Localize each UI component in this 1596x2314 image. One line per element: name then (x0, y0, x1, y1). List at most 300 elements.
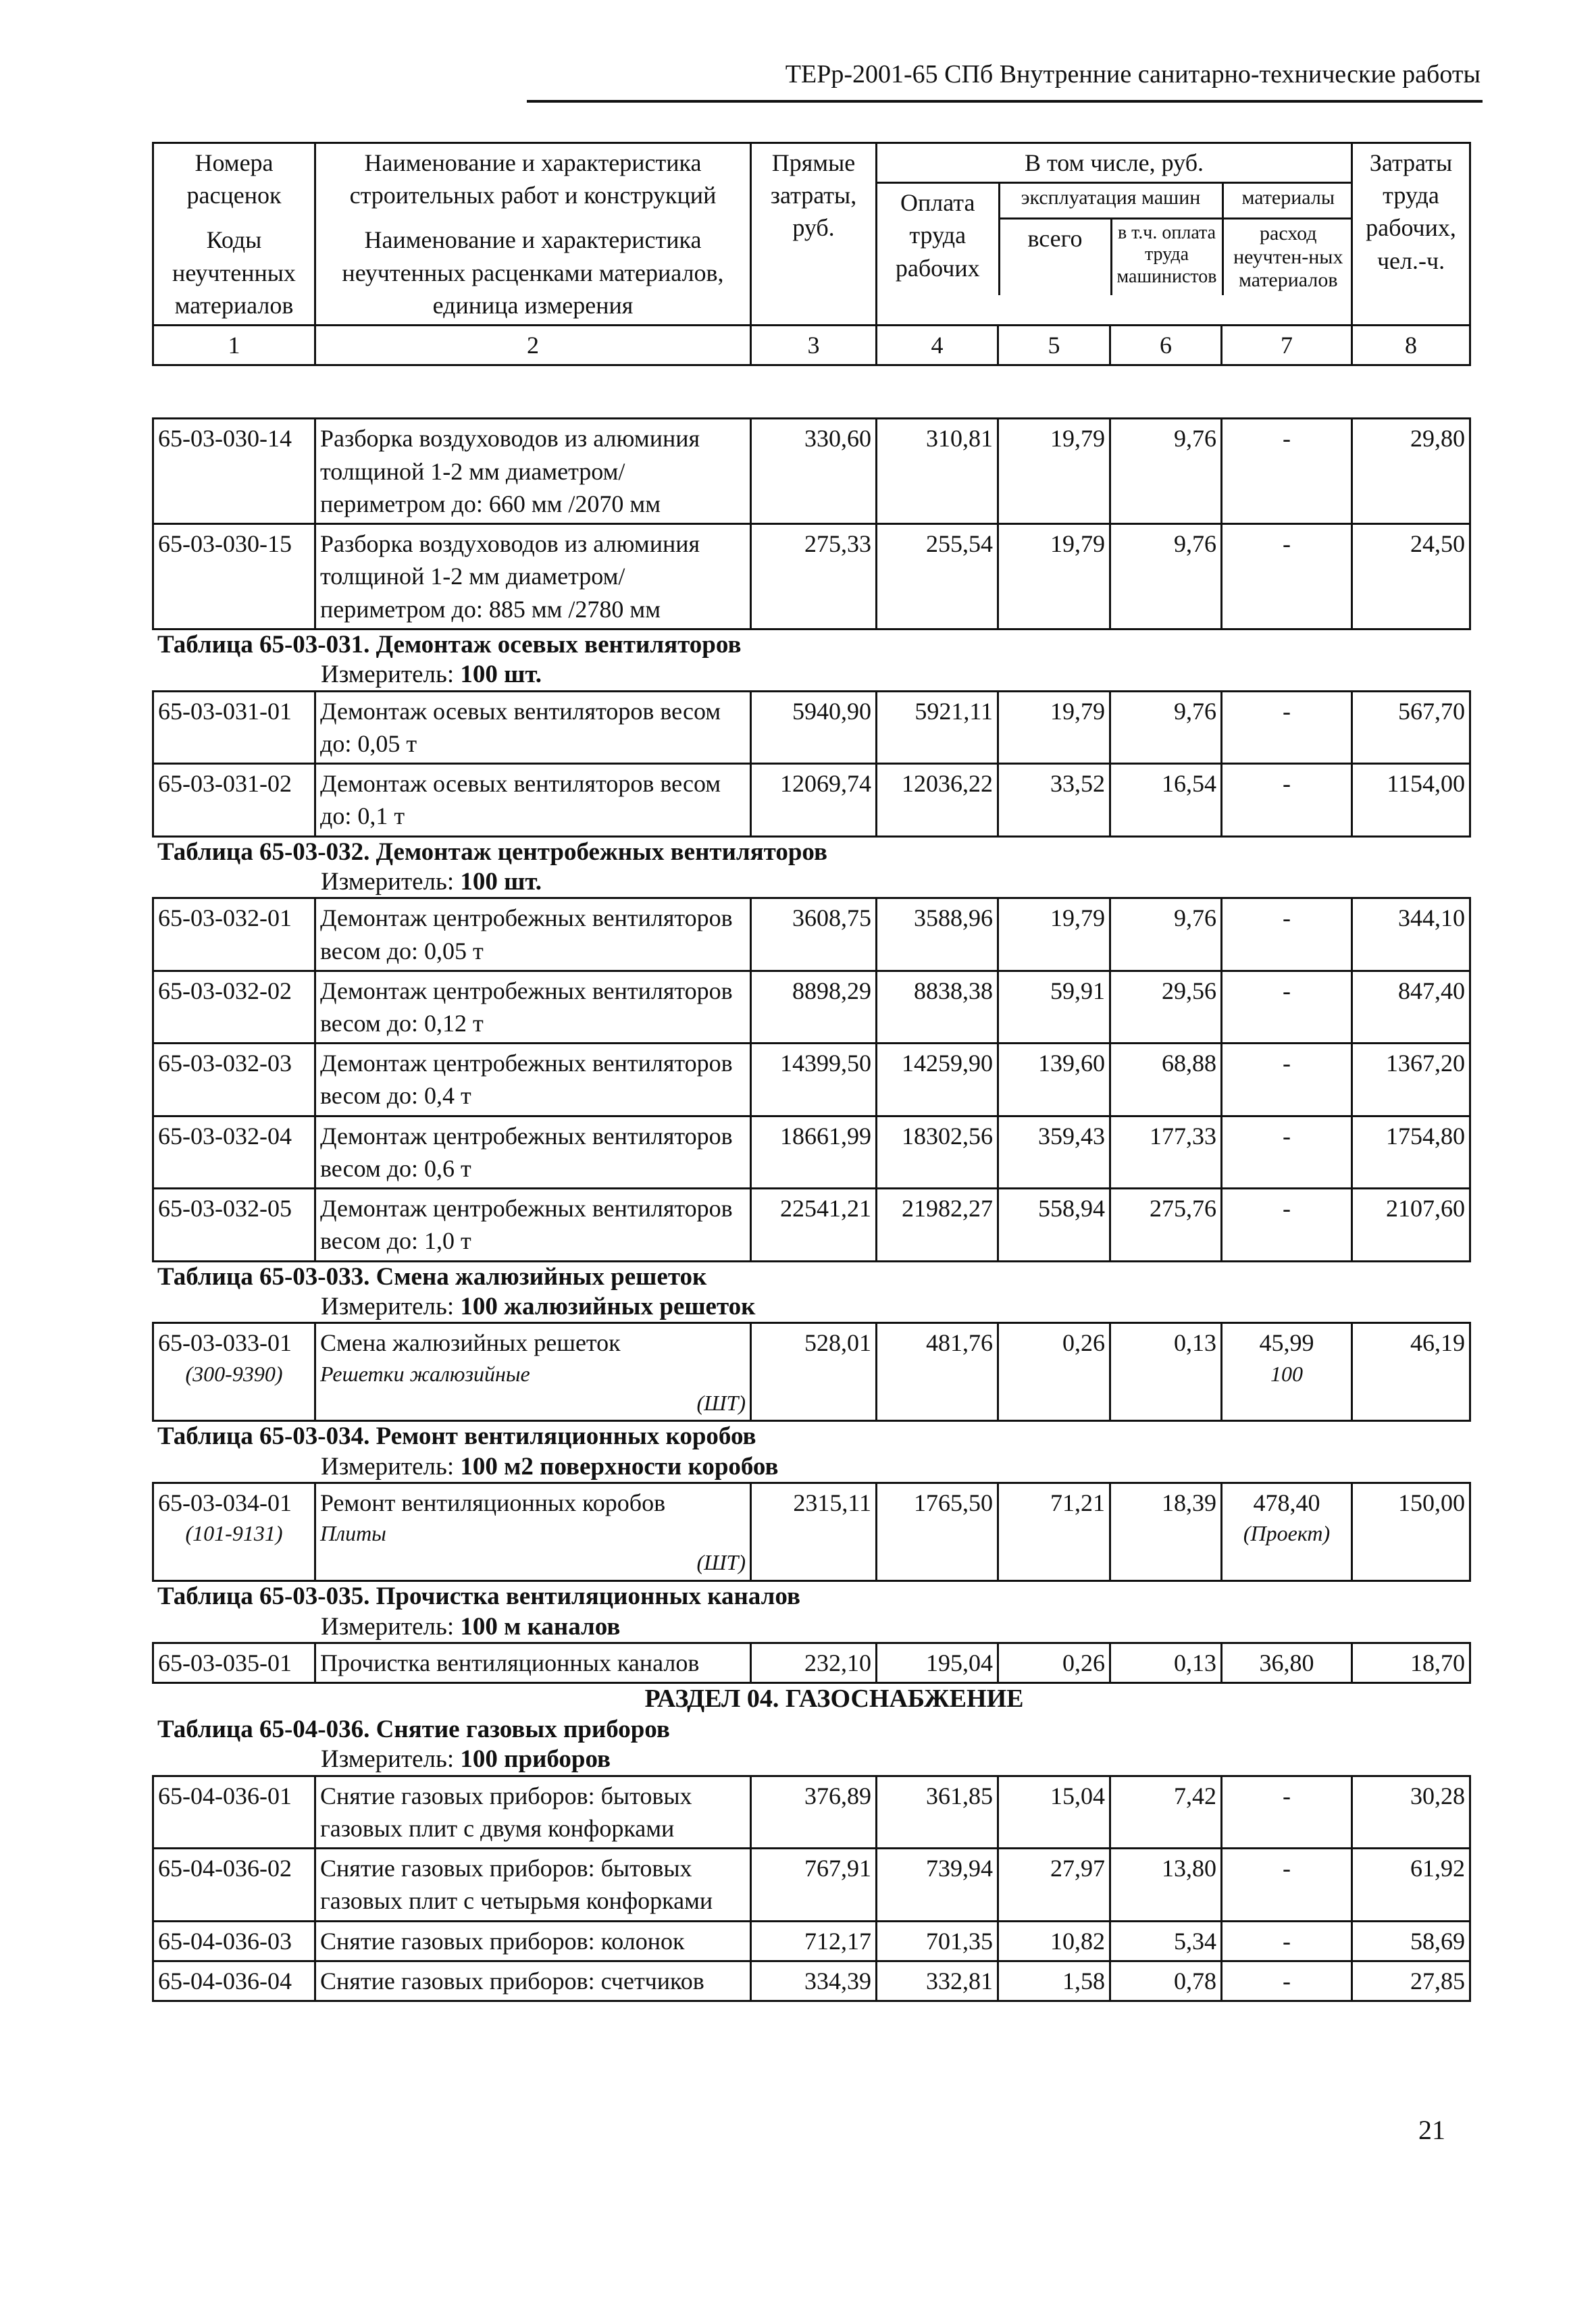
direct-cost: 528,01 (804, 1329, 871, 1357)
work-name: Демонтаж центробежных вентиляторов весом до: 0,05 т (320, 904, 733, 965)
col-header-rate-numbers: Номера расценок (186, 149, 282, 209)
labor-hours-cell (1352, 691, 1470, 763)
rate-code: 65-03-032-03 (158, 1050, 292, 1077)
rate-code: 65-03-031-02 (158, 770, 292, 798)
direct-cost: 767,91 (804, 1855, 871, 1882)
work-name-cell (315, 1776, 751, 1848)
materials-cost: - (1283, 904, 1291, 932)
direct-cost-cell (751, 1323, 877, 1421)
materials-cost-cell (1222, 971, 1352, 1043)
labor-pay-cell (877, 1189, 998, 1261)
table-row (153, 524, 1470, 629)
work-name: Прочистка вентиляционных каналов (320, 1649, 700, 1676)
header-rule (527, 100, 1483, 103)
direct-cost-cell (751, 1643, 877, 1682)
table-unit (152, 1745, 1456, 1774)
rate-code-cell (153, 898, 315, 971)
machines-total-cell (998, 1921, 1110, 1961)
rate-code: 65-03-030-14 (158, 425, 292, 453)
rate-table (152, 417, 1471, 629)
work-name-cell (315, 419, 751, 524)
rate-code-cell (153, 971, 315, 1043)
work-name: Демонтаж центробежных вентиляторов весом до: 0,4 т (320, 1050, 733, 1110)
labor-hours: 567,70 (1398, 697, 1465, 725)
work-name: Разборка воздуховодов из алюминия толщиной 1-2 мм диаметром/периметром до: 660 мм /2070 мм (320, 425, 700, 517)
col-number: 5 (998, 326, 1110, 365)
machinist-pay-cell (1110, 898, 1222, 971)
direct-cost: 376,89 (804, 1782, 871, 1809)
work-name: Демонтаж центробежных вентиляторов весом до: 1,0 т (320, 1195, 733, 1255)
labor-pay: 332,81 (926, 1967, 993, 1995)
labor-pay-cell (877, 1921, 998, 1961)
materials-cost: - (1283, 1855, 1291, 1882)
rate-block (152, 838, 1465, 1262)
labor-pay-cell (877, 1323, 998, 1421)
materials-cost-cell (1222, 419, 1352, 524)
rate-code: 65-03-032-02 (158, 977, 292, 1004)
work-name: Демонтаж центробежных вентиляторов весом до: 0,12 т (320, 977, 733, 1037)
direct-cost: 2315,11 (793, 1489, 871, 1517)
labor-pay: 14259,90 (902, 1050, 993, 1077)
machinist-pay: 9,76 (1174, 425, 1216, 453)
col-number: 8 (1352, 326, 1470, 365)
labor-pay: 5921,11 (915, 697, 993, 725)
work-name-cell (315, 898, 751, 971)
materials-cost: - (1283, 425, 1291, 453)
rate-block (152, 1262, 1465, 1422)
table-row (153, 1116, 1470, 1188)
machines-total: 19,79 (1050, 904, 1105, 932)
labor-pay: 310,81 (926, 425, 993, 453)
rate-code: 65-03-032-01 (158, 904, 292, 932)
table-row (153, 1849, 1470, 1921)
rate-table (152, 690, 1471, 838)
rate-code-cell (153, 1921, 315, 1961)
labor-hours: 58,69 (1410, 1927, 1465, 1955)
machines-total-cell (998, 1961, 1110, 2001)
column-number-row (153, 326, 1470, 365)
direct-cost-cell (751, 1921, 877, 1961)
machinist-pay-cell (1110, 971, 1222, 1043)
col-header-material-codes: Коды неучтенных материалов (172, 226, 296, 319)
work-name: Ремонт вентиляционных коробов (320, 1489, 666, 1517)
table-title: Таблица 65-03-034. Ремонт вентиляционных коробов (157, 1422, 756, 1451)
machinist-pay-cell (1110, 764, 1222, 836)
machines-total: 71,21 (1050, 1489, 1105, 1517)
machines-total-cell (998, 1189, 1110, 1261)
labor-hours-cell (1352, 524, 1470, 629)
col-header-group: В том числе, руб. (877, 143, 1352, 183)
machines-total: 19,79 (1050, 697, 1105, 725)
col-header-machines: эксплуатация машин (999, 184, 1222, 219)
direct-cost: 22541,21 (780, 1195, 871, 1223)
machinist-pay-cell (1110, 1961, 1222, 2001)
rate-code-cell (153, 1323, 315, 1421)
unit-label: Измеритель: (321, 1452, 455, 1481)
col-number: 6 (1110, 326, 1222, 365)
unit-value: 100 шт. (460, 661, 542, 689)
machinist-pay: 0,13 (1174, 1329, 1216, 1357)
labor-pay: 12036,22 (902, 770, 993, 798)
machinist-pay: 7,42 (1174, 1782, 1216, 1809)
table-row (153, 898, 1470, 971)
machinist-pay-cell (1110, 524, 1222, 629)
unit-label: Измеритель: (321, 1612, 455, 1641)
labor-pay-cell (877, 1643, 998, 1682)
unit-value: 100 жалюзийных решеток (460, 1293, 756, 1321)
machinist-pay: 29,56 (1162, 977, 1216, 1004)
machines-total-cell (998, 898, 1110, 971)
work-name: Демонтаж центробежных вентиляторов весом до: 0,6 т (320, 1122, 733, 1182)
rate-code-cell (153, 1483, 315, 1581)
machinist-pay: 177,33 (1150, 1122, 1216, 1150)
col-header-labor-pay: Оплата труда рабочих (877, 184, 999, 295)
rate-code: 65-04-036-04 (158, 1967, 292, 1995)
rate-code: 65-03-034-01 (158, 1489, 292, 1517)
col-header-materials: материалы (1222, 184, 1353, 219)
materials-cost-cell (1222, 524, 1352, 629)
material-unit: (ШТ) (696, 1550, 746, 1575)
materials-cost: - (1283, 1967, 1291, 1995)
labor-pay-cell (877, 898, 998, 971)
rate-block (152, 1582, 1465, 1684)
table-unit (152, 660, 1456, 690)
work-name-cell (315, 764, 751, 836)
table-row (153, 419, 1470, 524)
rate-code: 65-04-036-01 (158, 1782, 292, 1809)
work-name: Смена жалюзийных решеток (320, 1329, 621, 1357)
table-title: Таблица 65-04-036. Снятие газовых приборов (157, 1715, 670, 1743)
labor-pay: 18302,56 (902, 1122, 993, 1150)
direct-cost-cell (751, 1189, 877, 1261)
section-title: РАЗДЕЛ 04. ГАЗОСНАБЖЕНИЕ (644, 1685, 1024, 1714)
machinist-pay-cell (1110, 419, 1222, 524)
machines-total: 1,58 (1062, 1967, 1105, 1995)
machinist-pay: 16,54 (1162, 770, 1216, 798)
labor-hours-cell (1352, 971, 1470, 1043)
labor-hours: 46,19 (1410, 1329, 1465, 1357)
labor-pay-cell (877, 1776, 998, 1848)
col-number: 2 (315, 326, 751, 365)
work-name: Снятие газовых приборов: бытовых газовых плит с двумя конфорками (320, 1782, 692, 1842)
table-row (153, 971, 1470, 1043)
work-name-cell (315, 971, 751, 1043)
machines-total: 59,91 (1050, 977, 1105, 1004)
labor-hours-cell (1352, 1189, 1470, 1261)
rate-code: 65-03-032-05 (158, 1195, 292, 1223)
rate-code-cell (153, 419, 315, 524)
unit-label: Измеритель: (321, 661, 455, 689)
machines-total-cell (998, 1044, 1110, 1116)
labor-hours-cell (1352, 1849, 1470, 1921)
rate-code-cell (153, 1643, 315, 1682)
machinist-pay-cell (1110, 1323, 1222, 1421)
labor-hours-cell (1352, 1961, 1470, 2001)
work-name-cell (315, 524, 751, 629)
machines-total: 359,43 (1038, 1122, 1105, 1150)
materials-cost: - (1283, 1122, 1291, 1150)
labor-hours-cell (1352, 1643, 1470, 1682)
table-row (153, 1323, 1470, 1421)
work-name-cell (315, 1189, 751, 1261)
table-unit (152, 867, 1456, 897)
rate-code-cell (153, 1116, 315, 1188)
col-number: 3 (751, 326, 877, 365)
direct-cost: 232,10 (804, 1649, 871, 1676)
labor-hours-cell (1352, 898, 1470, 971)
materials-cost-cell (1222, 1044, 1352, 1116)
machines-total-cell (998, 1849, 1110, 1921)
labor-pay: 255,54 (926, 530, 993, 558)
labor-pay: 1765,50 (914, 1489, 993, 1517)
rate-table (152, 1322, 1471, 1422)
labor-pay-cell (877, 419, 998, 524)
materials-cost-cell (1222, 1849, 1352, 1921)
labor-pay: 3588,96 (914, 904, 993, 932)
machines-total-cell (998, 691, 1110, 763)
direct-cost: 5940,90 (792, 697, 871, 725)
direct-cost-cell (751, 898, 877, 971)
machinist-pay-cell (1110, 691, 1222, 763)
machines-total-cell (998, 419, 1110, 524)
machines-total: 19,79 (1050, 425, 1105, 453)
labor-pay-cell (877, 691, 998, 763)
col-header-work-name: Наименование и характеристика строительных работ и конструкций (349, 149, 717, 209)
machinist-pay: 5,34 (1174, 1927, 1216, 1955)
rate-table (152, 897, 1471, 1262)
material-code: (300-9390) (185, 1361, 283, 1386)
labor-hours: 24,50 (1410, 530, 1465, 558)
rate-code: 65-03-032-04 (158, 1122, 292, 1150)
labor-hours-cell (1352, 1776, 1470, 1848)
direct-cost: 12069,74 (780, 770, 871, 798)
work-name-cell (315, 1116, 751, 1188)
rate-code: 65-03-035-01 (158, 1649, 292, 1676)
work-name: Снятие газовых приборов: счетчиков (320, 1967, 704, 1995)
machinist-pay-cell (1110, 1189, 1222, 1261)
labor-pay-cell (877, 524, 998, 629)
machinist-pay: 13,80 (1162, 1855, 1216, 1882)
unit-value: 100 м2 поверхности коробов (460, 1452, 779, 1481)
direct-cost-cell (751, 1961, 877, 2001)
materials-cost-cell (1222, 1961, 1352, 2001)
materials-cost: 36,80 (1259, 1649, 1314, 1676)
table-row (153, 1044, 1470, 1116)
machines-total-cell (998, 764, 1110, 836)
work-name-cell (315, 1849, 751, 1921)
labor-hours: 150,00 (1398, 1489, 1465, 1517)
machinist-pay-cell (1110, 1116, 1222, 1188)
page-number: 21 (1418, 2115, 1445, 2145)
rate-code: 65-03-033-01 (158, 1329, 292, 1357)
rate-table (152, 1642, 1471, 1684)
direct-cost: 712,17 (804, 1927, 871, 1955)
rate-code: 65-03-030-15 (158, 530, 292, 558)
machines-total: 15,04 (1050, 1782, 1105, 1809)
machinist-pay-cell (1110, 1483, 1222, 1581)
materials-cost-cell (1222, 1643, 1352, 1682)
machines-total-cell (998, 1483, 1110, 1581)
table-row (153, 1961, 1470, 2001)
table-title: Таблица 65-03-033. Смена жалюзийных решеток (157, 1262, 707, 1291)
labor-hours: 344,10 (1398, 904, 1465, 932)
machines-total: 0,26 (1062, 1649, 1105, 1676)
machinist-pay: 0,78 (1174, 1967, 1216, 1995)
rate-block (152, 417, 1465, 629)
rate-code-cell (153, 1044, 315, 1116)
rate-table (152, 1482, 1471, 1582)
machinist-pay: 68,88 (1162, 1050, 1216, 1077)
machines-total: 19,79 (1050, 530, 1105, 558)
unit-value: 100 приборов (460, 1745, 611, 1774)
table-unit (152, 1452, 1456, 1482)
machines-total-cell (998, 971, 1110, 1043)
materials-cost: 478,40 (1253, 1489, 1320, 1517)
labor-hours: 1154,00 (1387, 770, 1465, 798)
col-header-labor-hours: Затраты труда рабочих, чел.-ч. (1352, 143, 1470, 326)
machinist-pay: 9,76 (1174, 530, 1216, 558)
material-name: Решетки жалюзийные (320, 1361, 530, 1386)
machinist-pay-cell (1110, 1849, 1222, 1921)
rate-block (152, 630, 1465, 838)
machinist-pay-cell (1110, 1921, 1222, 1961)
labor-pay-cell (877, 971, 998, 1043)
direct-cost-cell (751, 1483, 877, 1581)
table-title: Таблица 65-03-031. Демонтаж осевых вентиляторов (157, 630, 742, 659)
labor-hours-cell (1352, 1921, 1470, 1961)
direct-cost-cell (751, 1116, 877, 1188)
rate-code: 65-04-036-03 (158, 1927, 292, 1955)
labor-hours: 61,92 (1410, 1855, 1465, 1882)
labor-pay-cell (877, 764, 998, 836)
machinist-pay-cell (1110, 1776, 1222, 1848)
work-name-cell (315, 1323, 751, 1421)
machinist-pay: 18,39 (1162, 1489, 1216, 1517)
direct-cost-cell (751, 419, 877, 524)
machines-total-cell (998, 524, 1110, 629)
work-name-cell (315, 1044, 751, 1116)
work-name-cell (315, 691, 751, 763)
materials-cost: - (1283, 770, 1291, 798)
direct-cost-cell (751, 971, 877, 1043)
labor-hours-cell (1352, 419, 1470, 524)
materials-cost-cell (1222, 1776, 1352, 1848)
labor-hours: 1754,80 (1386, 1122, 1465, 1150)
materials-cost-cell (1222, 1483, 1352, 1581)
material-name: Плиты (320, 1521, 386, 1546)
work-name-cell (315, 1961, 751, 2001)
materials-cost: - (1283, 697, 1291, 725)
table-unit (152, 1612, 1456, 1642)
work-name: Демонтаж осевых вентиляторов весом до: 0,05 т (320, 697, 721, 757)
labor-pay: 481,76 (926, 1329, 993, 1357)
materials-cost-cell (1222, 1116, 1352, 1188)
labor-hours: 29,80 (1410, 425, 1465, 453)
machines-total-cell (998, 1643, 1110, 1682)
labor-hours-cell (1352, 1323, 1470, 1421)
rate-block (152, 1422, 1465, 1582)
direct-cost-cell (751, 1776, 877, 1848)
machinist-pay: 9,76 (1174, 697, 1216, 725)
rate-code-cell (153, 764, 315, 836)
labor-pay: 701,35 (926, 1927, 993, 1955)
col-header-direct-costs: Прямые затраты, руб. (751, 143, 877, 326)
document-body (152, 142, 1465, 2002)
machinist-pay-cell (1110, 1643, 1222, 1682)
rate-code-cell (153, 1189, 315, 1261)
materials-cost: - (1283, 1050, 1291, 1077)
labor-pay-cell (877, 1044, 998, 1116)
materials-cost: - (1283, 1782, 1291, 1809)
col-number: 7 (1222, 326, 1352, 365)
table-row (153, 1921, 1470, 1961)
materials-cost: - (1283, 1195, 1291, 1223)
labor-hours-cell (1352, 1483, 1470, 1581)
table-title: Таблица 65-03-035. Прочистка вентиляционных каналов (157, 1583, 800, 1611)
machines-total: 0,26 (1062, 1329, 1105, 1357)
machinist-pay: 275,76 (1150, 1195, 1216, 1223)
direct-cost-cell (751, 1849, 877, 1921)
col-header-material-usage: расход неучтен-ных материалов (1222, 219, 1353, 295)
materials-cost: - (1283, 1927, 1291, 1955)
materials-cost-cell (1222, 691, 1352, 763)
labor-pay: 361,85 (926, 1782, 993, 1809)
labor-hours: 1367,20 (1386, 1050, 1465, 1077)
rate-tables (152, 417, 1465, 2002)
labor-pay-cell (877, 1483, 998, 1581)
rate-code: 65-04-036-02 (158, 1855, 292, 1882)
direct-cost-cell (751, 1044, 877, 1116)
direct-cost: 8898,29 (792, 977, 871, 1004)
labor-hours: 27,85 (1410, 1967, 1465, 1995)
col-header-material-name: Наименование и характеристика неучтенных расценками материалов, единица измерения (342, 226, 724, 319)
labor-hours: 30,28 (1410, 1782, 1465, 1809)
rate-code-cell (153, 1849, 315, 1921)
material-quantity: (Проект) (1243, 1521, 1331, 1546)
labor-pay-cell (877, 1116, 998, 1188)
work-name: Снятие газовых приборов: колонок (320, 1927, 685, 1955)
machines-total-cell (998, 1323, 1110, 1421)
rate-block (152, 1684, 1465, 2002)
direct-cost: 18661,99 (780, 1122, 871, 1150)
direct-cost: 275,33 (804, 530, 871, 558)
machines-total: 33,52 (1050, 770, 1105, 798)
table-row (153, 764, 1470, 836)
direct-cost-cell (751, 764, 877, 836)
machines-total: 139,60 (1038, 1050, 1105, 1077)
machinist-pay: 0,13 (1174, 1649, 1216, 1676)
materials-cost: - (1283, 530, 1291, 558)
work-name: Демонтаж осевых вентиляторов весом до: 0,1 т (320, 770, 721, 830)
work-name-cell (315, 1643, 751, 1682)
rate-code-cell (153, 1961, 315, 2001)
rate-table (152, 1775, 1471, 2002)
unit-value: 100 м каналов (460, 1612, 621, 1641)
col-header-machines-total: всего (999, 219, 1111, 295)
table-title: Таблица 65-03-032. Демонтаж центробежных вентиляторов (157, 838, 827, 866)
labor-hours-cell (1352, 764, 1470, 836)
unit-label: Измеритель: (321, 1293, 455, 1321)
running-header: ТЕРр-2001-65 СПб Внутренние санитарно-технические работы (785, 60, 1481, 88)
labor-pay: 195,04 (926, 1649, 993, 1676)
direct-cost: 3608,75 (792, 904, 871, 932)
table-row (153, 1776, 1470, 1848)
work-name: Разборка воздуховодов из алюминия толщиной 1-2 мм диаметром/периметром до: 885 мм /2780 мм (320, 530, 700, 623)
machines-total: 27,97 (1050, 1855, 1105, 1882)
machines-total: 10,82 (1050, 1927, 1105, 1955)
machines-total: 558,94 (1038, 1195, 1105, 1223)
materials-cost: 45,99 (1259, 1329, 1314, 1357)
